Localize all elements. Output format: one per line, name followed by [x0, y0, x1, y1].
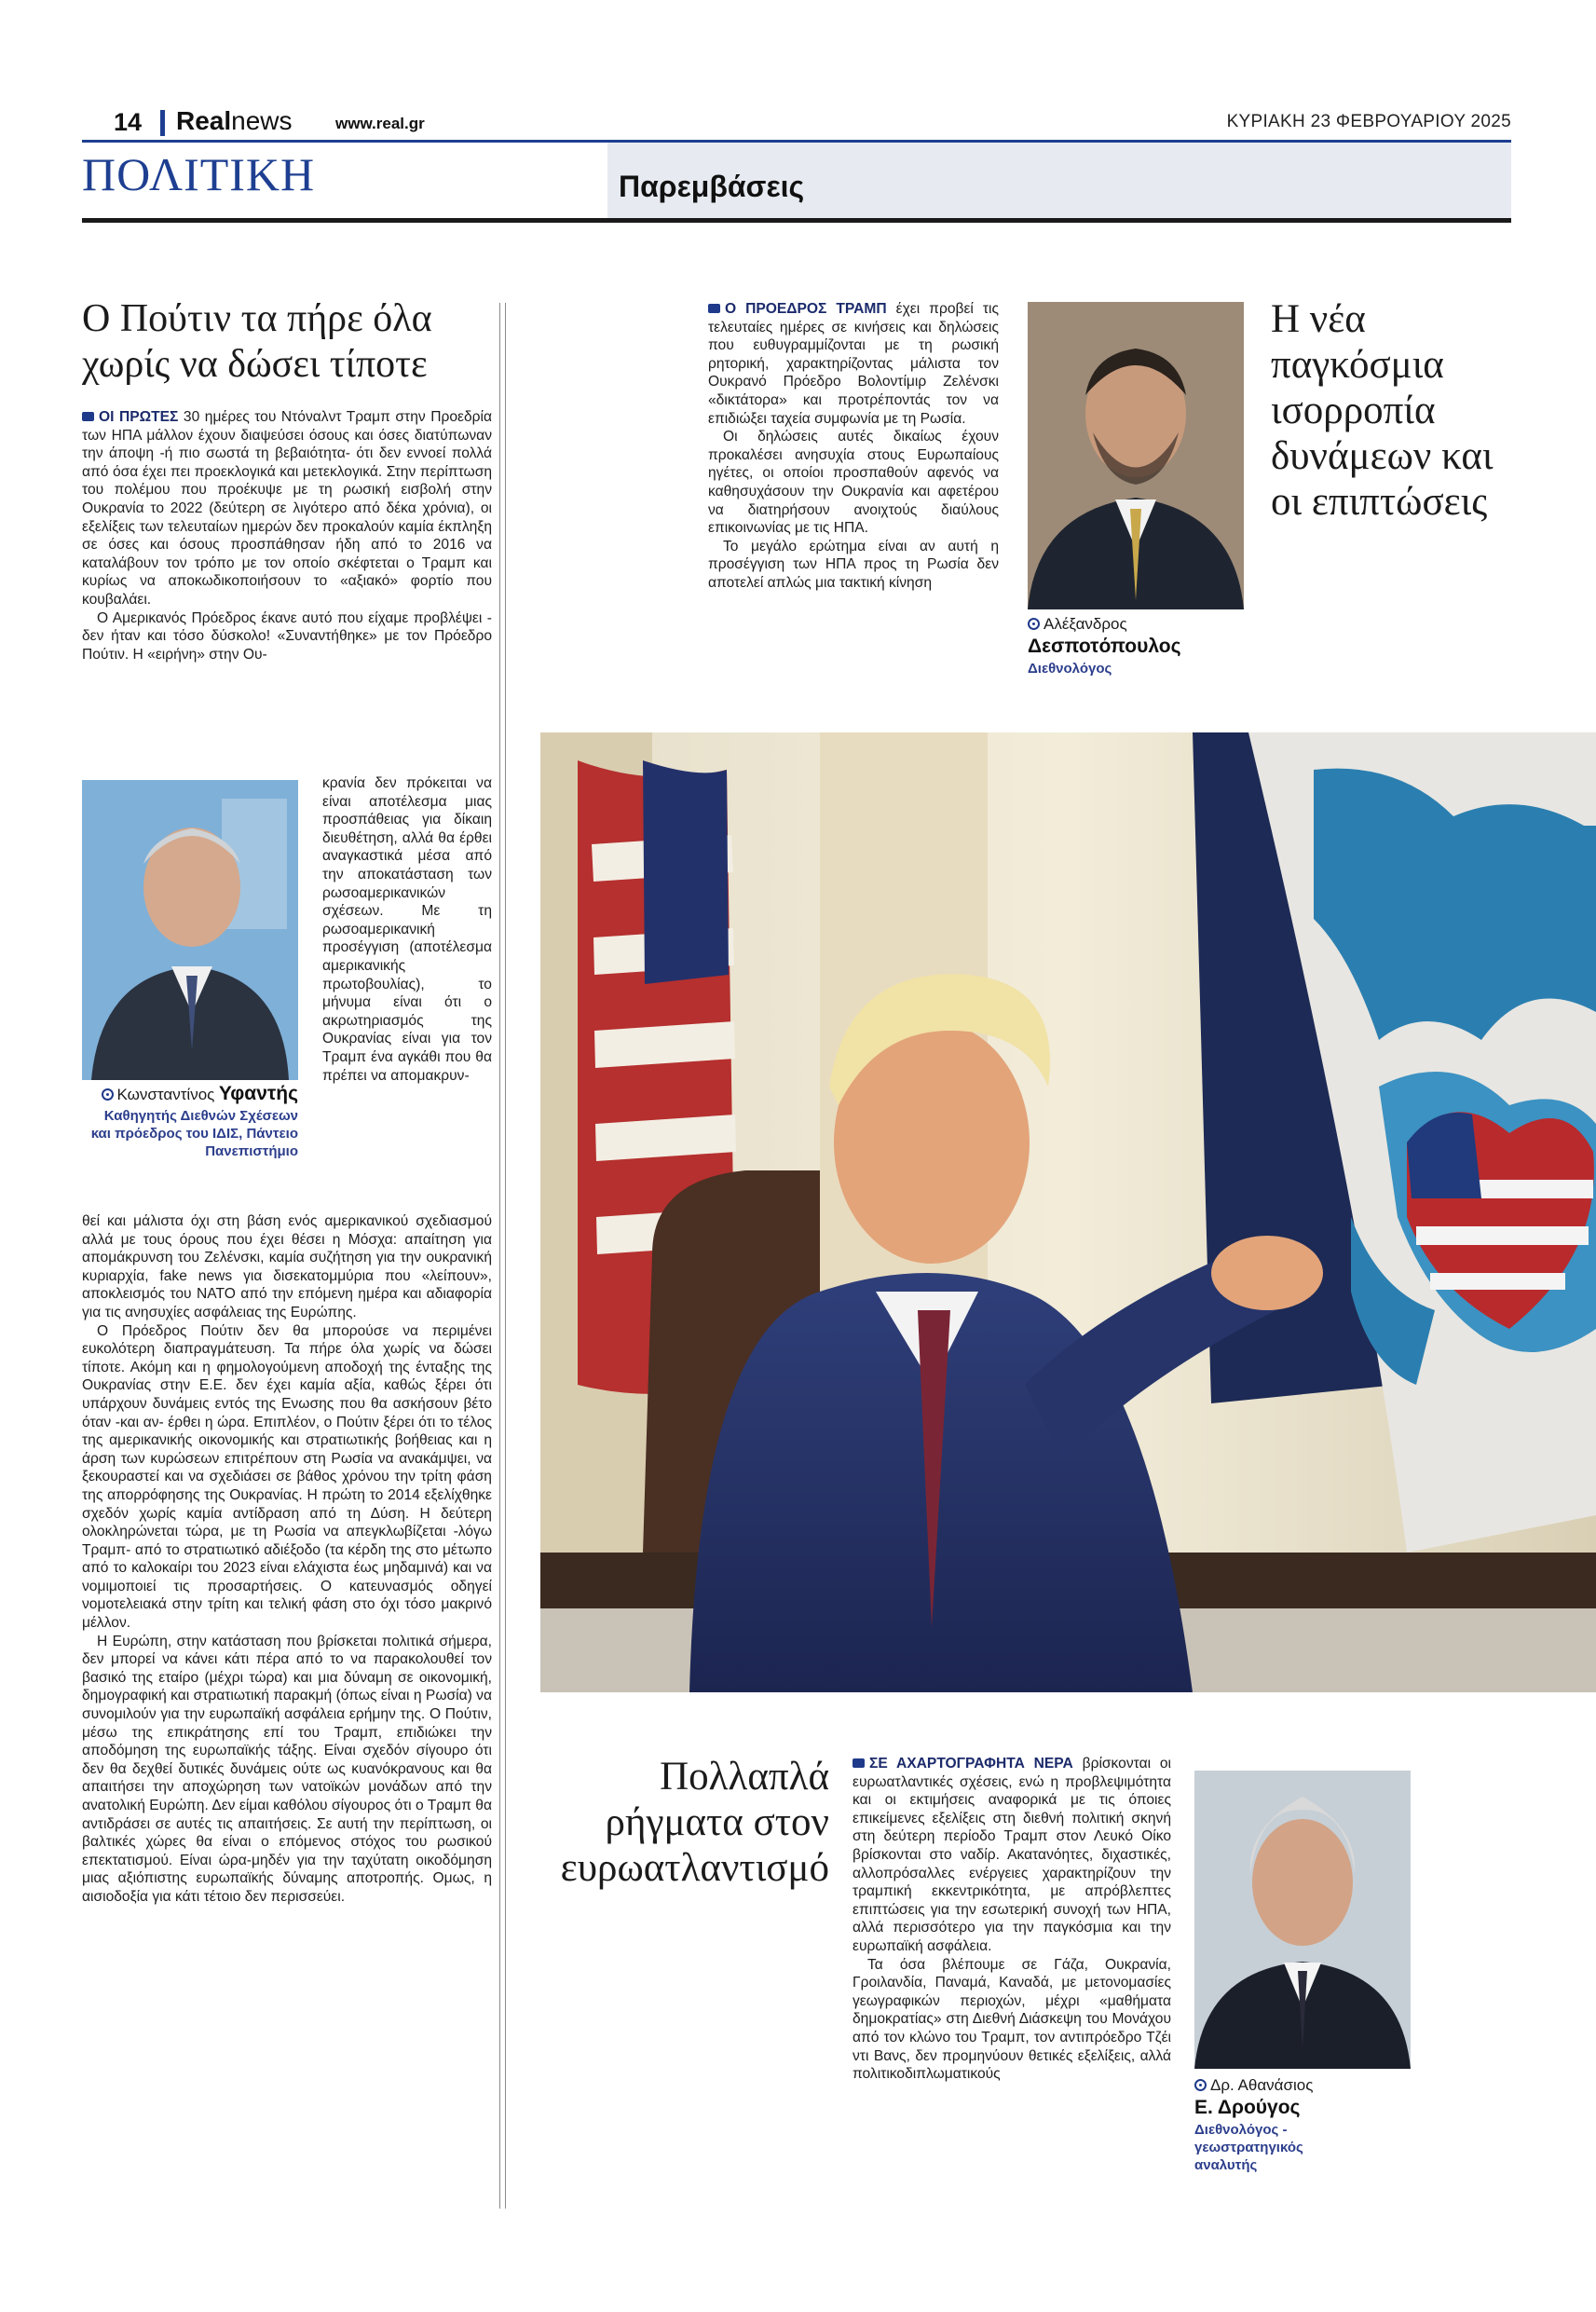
author-last-name: Ε. Δρούγος [1194, 2097, 1301, 2118]
article3-lead: ΣΕ ΑΧΑΡΤΟΓΡΑΦΗΤΑ ΝΕΡΑ [869, 1756, 1073, 1772]
author-first-name: Αλέξανδρος [1044, 615, 1127, 633]
article1-p3: Ο Πρόεδρος Πούτιν δεν θα μπορούσε να περιμένει ευκολότερη διαπραγμάτευση. Τα πήρε όλα χωρίς να δώσει τίποτε. Ακόμη και η φημολογούμενη αποδοχή της ένταξης της Ουκρανίας στην Ε.Ε. δεν έχει καμία αξία, καθώς ξέρει ότι υπάρχουν δυνάμεις εντός της Ενωσης που θα ασκήσουν βέτο όταν -και αν- έρθει η ώρα. Επιπλέον, ο Πούτιν ξέρει ότι το τέλος της αμερικανικής οικονομικής και στρατιωτικής βοήθειας και η άρση των κυρώσεων επιτρέπουν στη Ρωσία να ανακάμψει, να ξεκουραστεί και να σχεδιάσει σε βάθος χρόνου την τρίτη φάση της απορρόφησης της Ουκρανίας. Η πρώτη το 2014 εξελίχθηκε σχεδόν χωρίς καμία αντίδραση από τη Δύση. Η δεύτερη ολοκληρώνεται τώρα, με τη Ρωσία να απεγκλωβίζεται -λόγω Τραμπ- από το στρατιωτικό αδιέξοδο (τα κέρδη της στο μέτωπο από το καλοκαίρι του 2023 είναι ελάχιστα έως μηδαμινά) και να νομιμοποιεί τις προσαρτήσεις. Ο κατευνασμός οδηγεί νομοτελειακά στην τρίτη και τελική φάση στο όχι τόσο μακρινό μέλλον. [82, 1322, 492, 1632]
author-role: Διεθνολόγος [1028, 661, 1112, 677]
author-caption-drougos [1194, 2076, 1411, 2174]
article1-p2-full: Ο Αμερικανός Πρόεδρος έκανε αυτό που είχαμε προβλέψει - δεν ήταν και τόσο δύσκολο! «Συναντήθηκε» με τον Πρόεδρο Πούτιν. Η «ειρήνη» στην Ου- [82, 609, 492, 663]
article1-narrow-column [322, 774, 492, 1085]
article3-p1: βρίσκονται οι ευρωατλαντικές σχέσεις, ενώ η προβλεψιμότητα και οι εκτιμήσεις αναφορικά με τις όποιες επικείμενες εξελίξεις στη διεθνή πολιτική σκηνή στη δεύτερη περίοδο Τραμπ στον Λευκό Οίκο βρίσκονται στο ναδίρ. Ακατανόητες, διχαστικές, αλλοπρόσαλλες ενέργειες χαρακτηρίζουν την τραμπική εκκεντρικότητα, με απρόβλεπτες επιπτώσεις για την εσωτερική συνοχή των ΗΠΑ, αλλά περισσότερο για την παγκόσμια και την ευρωπαϊκή ασφάλεια. [853, 1756, 1171, 1954]
brand-logo [176, 106, 293, 136]
author-first-name: Κωνσταντίνος [116, 1086, 215, 1103]
author-photo-yfantis [82, 780, 298, 1080]
article3-p2: Τα όσα βλέπουμε σε Γάζα, Ουκρανία, Γροιλανδία, Παναμά, Καναδά, με μετονομασίες γεωγραφικών περιοχών, μέχρι «μαθήματα δημοκρατίας» στη Διεθνή Διάσκεψη του Μονάχου από τον κλώνο του Τραμπ, τον αντιπρόεδρο Τζέι ντι Βανς, δεν προμηνύουν θετικές εξελίξεις, αλλά πολιτικοδιπλωματικούς [853, 1956, 1171, 2083]
target-icon [102, 1088, 114, 1101]
column-divider [505, 303, 506, 2209]
author-last-name: Δεσποτόπουλος [1028, 636, 1181, 657]
blue-square-icon [853, 1758, 865, 1768]
header-rule-top [82, 140, 1511, 143]
brand-bold: Real [176, 106, 232, 135]
author-first-name: Δρ. Αθανάσιος [1210, 2076, 1314, 2094]
target-icon [1028, 618, 1040, 630]
article1-p1: 30 ημέρες του Ντόναλντ Τραμπ στην Προεδρία των ΗΠΑ μάλλον έχουν διαψεύσει όσους και όσες διατύπωναν την άποψη -ή πιο σωστά τη βεβαιότητα- ότι δεν εννοεί πολλά από όσα έχει πει προεκλογικά και μετεκλογικά. Στην περίπτωση του πολέμου που προέκυψε με τη ρωσική εισβολή στην Ουκρανία το 2022 (δεύτερη σε λιγότερο από δέκα χρόνια), οι εξελίξεις των τελευταίων ημερών δεν προκαλούν καμία έκπληξη σε όσες και όσους προσπάθησαν ήδη από το 2016 να καταλάβουν τον τρόπο με τον οποίο σκέφτεται ο Τραμπ και κυρίως να αποκωδικοποιήσουν το «αξιακό» φορτίο που κουβαλάει. [82, 409, 492, 608]
article2-p1: έχει προβεί τις τελευταίες ημέρες σε κινήσεις και δηλώσεις που ευθυγραμμίζονται με τη ρωσική ρητορική, χαρακτηρίζοντας μάλιστα τον Ουκρανό Πρόεδρο Βολοντίμιρ Ζελένσκι «δικτάτορα» και προτρέποντάς τον να επιδιώξει ταχεία συμφωνία με τη Ρωσία. [708, 301, 999, 427]
article1-p4: Η Ευρώπη, στην κατάσταση που βρίσκεται πολιτικά σήμερα, δεν μπορεί να κάνει κάτι πέρα από το να παρακολουθεί τον βασικό της εταίρο (μέχρι τώρα) και μια δύναμη σε οικονομική, δημογραφική και στρατιωτική παρακμή (όπως είναι η Ρωσία) να συνομιλούν για την ευρωπαϊκή ασφάλεια ερήμην της. Ο Πούτιν, μέσω της επικράτησης επί του Τραμπ, επιδιώκει την αποδόμηση της ευρωπαϊκής τάξης. Είναι σχεδόν σίγουρο ότι δεν θα δεχθεί δυτικές δυνάμεις ούτε ως κυανόκρανους και θα απαιτήσει την αποχώρηση των νατοϊκών μονάδων από την ανατολική Ευρώπη. Δεν είμαι καθόλου σίγουρος ότι ο Τραμπ θα αντιδράσει σε αυτές τις απαιτήσεις. Σε αυτή την περίπτωση, οι βαλτικές χώρες θα είναι ο επόμενος στόχος του ρωσικού επεκτατισμού. Είναι ώρα-μηδέν για την ταχύτατη οικοδόμηση μιας αξιόπιστης ευρωπαϊκής δύναμης αποτροπής. Ομως, η αισιοδοξία για κάτι τέτοιο δεν περισσεύει. [82, 1633, 492, 1905]
page-header [86, 104, 1511, 142]
blue-square-icon [708, 304, 720, 313]
header-separator [160, 110, 165, 136]
article3-text [853, 1755, 1171, 2084]
main-photo-trump-map [540, 732, 1596, 1692]
column-divider [499, 303, 500, 2209]
brand-light: news [231, 106, 293, 135]
article2-lead: Ο ΠΡΟΕΔΡΟΣ ΤΡΑΜΠ [725, 301, 887, 317]
subsection-title: Παρεμβάσεις [619, 170, 805, 203]
article2-headline: Η νέα παγκόσμια ισορροπία δυνάμεων και οι επιπτώσεις [1271, 297, 1494, 524]
target-icon [1194, 2079, 1207, 2091]
article2-p2: Οι δηλώσεις αυτές δικαίως έχουν προκαλέσει ανησυχία στους Ευρωπαίους ηγέτες, οι οποίοι προσπαθούν αφενός να καθησυχάσουν την Ουκρανία και αφετέρου να διατηρήσουν ανοιχτούς διαύλους επικοινωνίας με τις ΗΠΑ. [708, 429, 999, 537]
blue-square-icon [82, 412, 94, 421]
author-caption-despotopoulos [1028, 615, 1251, 677]
author-last-name: Υφαντής [218, 1083, 298, 1104]
page-number: 14 [114, 108, 143, 136]
article1-p2-narrow: κρανία δεν πρόκειται να είναι αποτέλεσμα μιας προσπάθειας για δίκαιη διευθέτηση, αλλά θα έρθει αναγκαστικά μέσα από την αποκατάσταση των ρωσοαμερικανικών σχέσεων. Με τη ρωσοαμερικανική προσέγγιση (αποτέλεσμα αμερικανικής πρωτοβουλίας), το μήνυμα είναι ότι ο ακρωτηριασμός της Ουκρανίας είναι για τον Τραμπ ένα αγκάθι που θα πρέπει να απομακρυν- [322, 775, 492, 1084]
issue-date: ΚΥΡΙΑΚΗ 23 ΦΕΒΡΟΥΑΡΙΟΥ 2025 [1226, 112, 1511, 131]
section-title: ΠΟΛΙΤΙΚΗ [82, 148, 316, 200]
author-caption-yfantis [82, 1083, 298, 1160]
article1-intro [82, 408, 492, 664]
article1-lead: ΟΙ ΠΡΩΤΕΣ [99, 409, 179, 425]
article3-headline: Πολλαπλά ρήγματα στον ευρωατλαντισμό [560, 1755, 829, 1890]
subsection-bar [607, 142, 1511, 218]
article1-headline: Ο Πούτιν τα πήρε όλα χωρίς να δώσει τίποτε [82, 297, 432, 386]
article2-p3: Το μεγάλο ερώτημα είναι αν αυτή η προσέγγιση των ΗΠΑ προς τη Ρωσία δεν αποτελεί απλώς μια τακτική κίνηση [708, 538, 999, 591]
author-photo-despotopoulos [1028, 302, 1244, 609]
article2-text [708, 300, 999, 593]
article1-p2-wide: θεί και μάλιστα όχι στη βάση ενός αμερικανικού σχεδιασμού αλλά με τους όρους που έχει θέσει η Μόσχα: απαίτηση για απομάκρυνση του Ζελένσκι, καμία συζήτηση για την ουκρανική κυριαρχία, fake news για δισεκατομμύρια που «λείπουν», αποκλεισμός του ΝΑΤΟ από την επόμενη ημέρα και αδιαφορία για τις ανησυχίες ασφάλειας της Ευρώπης. [82, 1213, 492, 1320]
author-role: Καθηγητής Διεθνών Σχέσεων και πρόεδρος του ΙΔΙΣ, Πάντειο Πανεπιστήμιο [90, 1108, 298, 1159]
header-rule-bottom [82, 218, 1511, 223]
author-photo-drougos [1194, 1771, 1411, 2069]
website-link[interactable]: www.real.gr [335, 115, 425, 132]
author-role: Διεθνολόγος - γεωστρατηγικός αναλυτής [1194, 2122, 1303, 2173]
article1-continued [82, 1212, 492, 1907]
